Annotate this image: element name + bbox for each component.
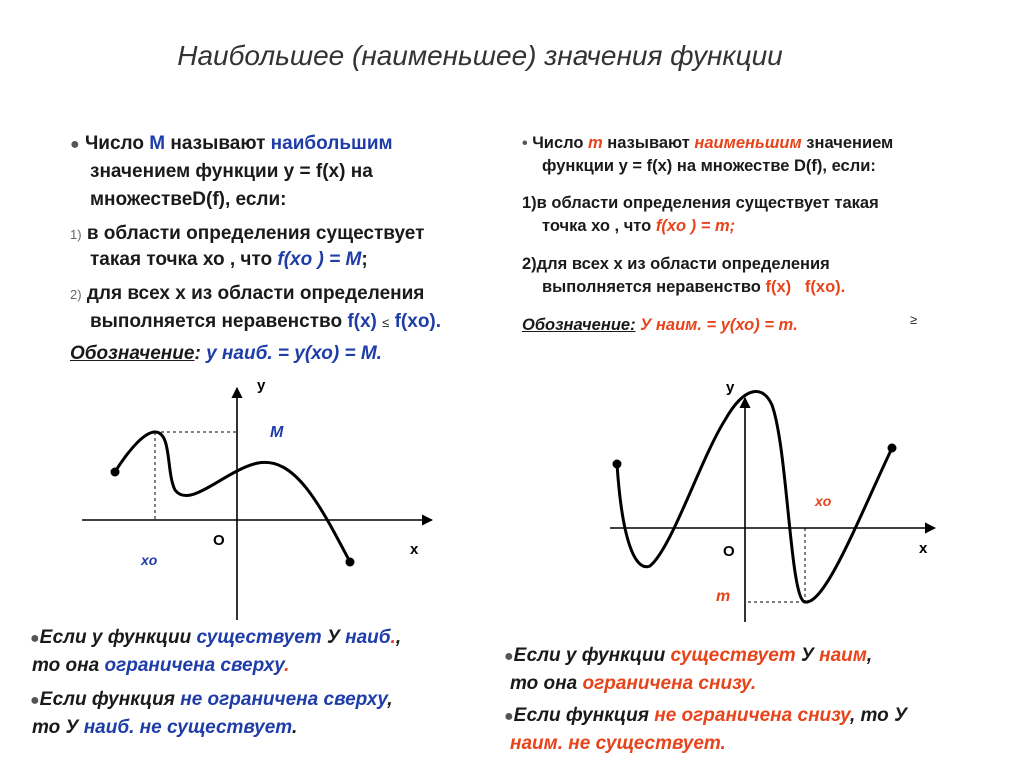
x-label: x [410,541,419,558]
x0-label: xo [141,552,158,568]
left-graph [82,377,432,620]
bottom-left-item1-line2 [32,652,289,680]
text: Число [532,134,589,152]
text: , [395,627,402,648]
text: в области определения существует [86,223,425,244]
text: такая точка хо , что [90,249,278,270]
text: . [750,673,757,694]
bottom-left-item2 [30,686,392,715]
symbol-M: М [149,133,166,154]
bullet-dot: ● [504,708,514,725]
right-cond2: 2)для всех х из области определения [522,255,830,273]
function-curve [617,391,892,602]
max-label: M [270,424,284,441]
text: Если у функции [513,645,671,666]
text: ; [361,249,368,270]
text: значением [801,134,894,152]
notation-value: у наиб. = у(хо) = М. [206,343,382,364]
left-def-line2: значением функции у = f(x) на [90,161,373,182]
bullet-dot: ● [30,692,40,709]
text: Если функция [513,705,655,726]
symbol-m: m [588,134,603,152]
left-def-line3: множествеD(f), если: [90,189,287,210]
text: для всех х из области определения [86,283,425,304]
cond-number: 1) [70,227,82,242]
origin-label: O [213,532,225,549]
curve-end-point [346,558,355,567]
keyword: существует [196,627,322,648]
text: : [194,343,201,364]
bottom-right-item2-line2: наим. не существует. [510,733,726,754]
text: . [390,627,396,648]
keyword-greatest: наибольшим [270,133,393,154]
bullet-dot: ● [30,630,40,647]
text: называют [602,134,695,152]
keyword: не ограничена снизу [654,705,850,726]
leq-sign: ≤ [382,315,390,330]
notation-label: Обозначение: [522,316,636,334]
formula: f(xo ) = m; [655,217,736,235]
keyword: не ограничена сверху [180,689,388,710]
text: , то У [849,705,907,726]
right-def-line2: функции у = f(x) на множестве D(f), если: [542,157,876,175]
keyword: ограничена снизу [582,673,751,694]
text: то У [32,717,84,738]
bottom-left-item2-line2 [32,714,297,742]
y-label: y [257,377,266,394]
text: Число [84,133,150,154]
bottom-right-item2 [504,702,907,731]
y-label: y [726,379,735,396]
bullet-dot: • [522,135,528,152]
notation-label: Обозначение [70,343,195,364]
page-title: Наибольшее (наименьшее) значения функции [177,40,783,71]
right-graph [610,379,935,622]
text: . [291,717,298,738]
bottom-right-item1 [504,642,872,671]
x0-label: xo [815,493,832,509]
keyword-least: наименьшим [694,134,802,152]
text: Если функция [39,689,181,710]
keyword: существует [670,645,796,666]
text: точка хо , что [542,217,656,235]
keyword: наиб [345,627,391,648]
cond-number: 2) [70,287,82,302]
curve-end-point [888,444,897,453]
text: то она [510,673,583,694]
right-cond1: 1)в области определения существует такая [522,194,879,212]
text: У [321,627,346,648]
bottom-left-item1 [30,624,401,653]
bullet-dot: ● [70,136,80,153]
curve-start-point [613,460,622,469]
text: Если у функции [39,627,197,648]
x-label: x [919,540,928,557]
text: то она [32,655,105,676]
keyword: наиб. не существует [83,717,292,738]
text: , [866,645,873,666]
text: выполняется неравенство [542,278,766,296]
formula: f(xo). [394,311,442,332]
function-curve [115,432,350,562]
keyword: ограничена сверху [104,655,285,676]
formula: f(x) [765,278,792,296]
stray-geq-sign: ≥ [910,312,918,327]
notation-value: У наим. = у(хо) = m. [640,316,798,334]
bottom-right-item1-line2 [510,670,756,698]
text: . [284,655,290,676]
formula: f(x) [347,311,377,332]
keyword: наим [819,645,867,666]
formula: f(xo ) = M [277,249,362,270]
text: , [387,689,393,710]
curve-start-point [111,468,120,477]
formula: f(xo). [804,278,846,296]
bullet-dot: ● [504,648,514,665]
text: У [795,645,820,666]
min-label: m [716,588,731,605]
text: называют [165,133,271,154]
origin-label: O [723,543,735,560]
text: выполняется неравенство [90,311,348,332]
